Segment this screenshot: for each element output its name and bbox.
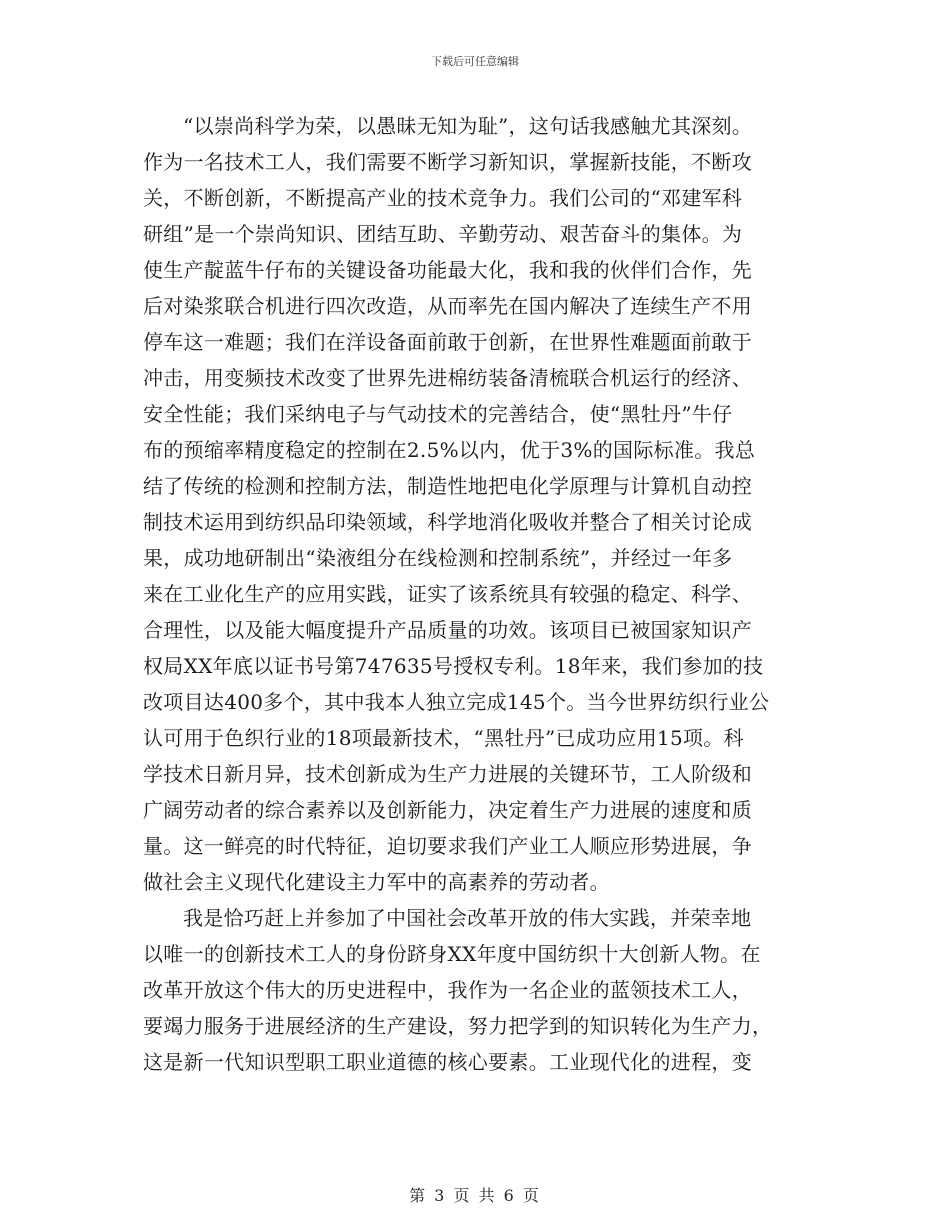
text-line: 使生产靛蓝牛仔布的关键设备功能最大化，我和我的伙伴们合作，先 xyxy=(143,258,752,282)
text-line: 学技术日新月异，技术创新成为生产力进展的关键环节，工人阶级和 xyxy=(143,762,752,786)
text-line: 冲击，用变频技术改变了世界先进棉纺装备清梳联合机运行的经济、 xyxy=(143,366,752,390)
text-line: 停车这一难题；我们在洋设备面前敢于创新，在世界性难题面前敢于 xyxy=(143,330,752,354)
text-line: 后对染浆联合机进行四次改造，从而率先在国内解决了连续生产不用 xyxy=(143,294,752,318)
paragraph-2 xyxy=(143,900,813,1080)
page-header: 下载后可任意编辑 xyxy=(431,55,519,68)
text-line: 果，成功地研制出“染液组分在线检测和控制系统”，并经过一年多 xyxy=(143,546,733,570)
text-line: 来在工业化生产的应用实践，证实了该系统具有较强的稳定、科学、 xyxy=(143,582,752,606)
text-line: 安全性能；我们采纳电子与气动技术的完善结合，使“黑牡丹”牛仔 xyxy=(143,402,733,426)
text-line: 制技术运用到纺织品印染领域，科学地消化吸收并整合了相关讨论成 xyxy=(143,510,752,534)
text-line: 要竭力服务于进展经济的生产建设，努力把学到的知识转化为生产力， xyxy=(143,1014,773,1038)
text-line: 改项目达400多个，其中我本人独立完成145个。当今世界纺织行业公 xyxy=(143,690,770,714)
text-line: 量。这一鲜亮的时代特征，迫切要求我们产业工人顺应形势进展，争 xyxy=(143,834,752,858)
text-line: 广阔劳动者的综合素养以及创新能力，决定着生产力进展的速度和质 xyxy=(143,798,752,822)
text-line: “以崇尚科学为荣，以愚昧无知为耻”，这句话我感触尤其深刻。 xyxy=(183,114,753,138)
text-line: 合理性，以及能大幅度提升产品质量的功效。该项目已被国家知识产 xyxy=(143,618,752,642)
text-line: 结了传统的检测和控制方法，制造性地把电化学原理与计算机自动控 xyxy=(143,474,752,498)
document-body xyxy=(143,108,813,1080)
text-line: 这是新一代知识型职工职业道德的核心要素。工业现代化的进程，变 xyxy=(143,1050,752,1074)
text-line: 权局XX年底以证书号第747635号授权专利。18年来，我们参加的技 xyxy=(143,654,764,678)
page-footer: 第 3 页 共 6 页 xyxy=(409,1186,541,1205)
text-line: 关，不断创新，不断提高产业的技术竞争力。我们公司的“邓建军科 xyxy=(143,186,743,210)
text-line: 布的预缩率精度稳定的控制在2.5%以内，优于3%的国际标准。我总 xyxy=(143,438,756,462)
text-line: 改革开放这个伟大的历史进程中，我作为一名企业的蓝领技术工人， xyxy=(143,978,752,1002)
text-line: 以唯一的创新技术工人的身份跻身XX年度中国纺织十大创新人物。在 xyxy=(143,942,761,966)
text-line: 研组”是一个崇尚知识、团结互助、辛勤劳动、艰苦奋斗的集体。为 xyxy=(143,222,743,246)
text-line: 做社会主义现代化建设主力军中的高素养的劳动者。 xyxy=(143,870,610,894)
text-line: 认可用于色织行业的18项最新技术，“黑牡丹”已成功应用15项。科 xyxy=(143,726,744,750)
text-line: 我是恰巧赶上并参加了中国社会改革开放的伟大实践，并荣幸地 xyxy=(183,906,752,930)
text-line: 作为一名技术工人，我们需要不断学习新知识，掌握新技能，不断攻 xyxy=(143,150,752,174)
paragraph-1 xyxy=(143,108,813,900)
